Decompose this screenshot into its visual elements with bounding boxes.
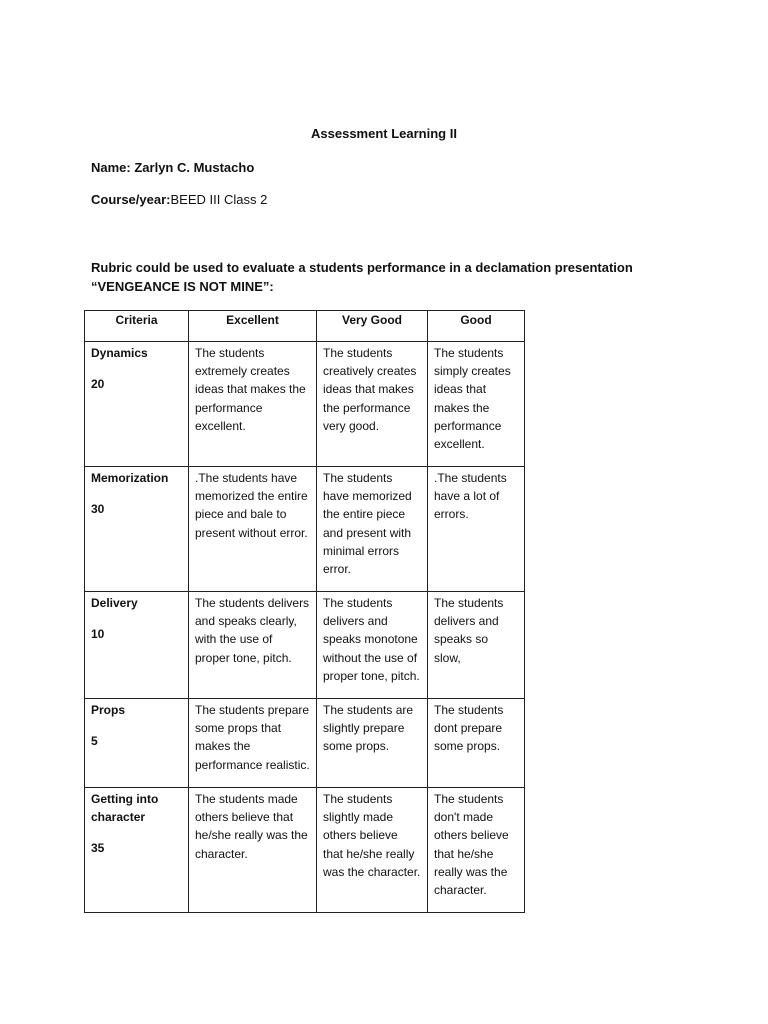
criteria-cell — [85, 788, 189, 913]
header-criteria: Criteria — [85, 311, 189, 342]
course-year-label: Course/year: — [91, 192, 171, 207]
criteria-score: 10 — [91, 627, 105, 641]
good-cell: The students simply creates ideas that makes the performance excellent. — [428, 342, 525, 467]
excellent-cell: The students extremely creates ideas that makes the performance excellent. — [189, 342, 317, 467]
good-cell: The students don't made others believe that he/she really was the character. — [428, 788, 525, 913]
excellent-cell: .The students have memorized the entire piece and bale to present without error. — [189, 467, 317, 592]
criteria-score: 5 — [91, 734, 98, 748]
criteria-cell — [85, 699, 189, 788]
criteria-name: Delivery — [91, 596, 138, 610]
rubric-table — [84, 310, 525, 913]
rubric-row-delivery — [85, 592, 525, 699]
header-very-good: Very Good — [317, 311, 428, 342]
document-title: Assessment Learning II — [311, 126, 457, 141]
criteria-score: 30 — [91, 502, 105, 516]
excellent-cell: The students delivers and speaks clearly, with the use of proper tone, pitch. — [189, 592, 317, 699]
very-good-cell: The students creatively creates ideas that makes the performance very good. — [317, 342, 428, 467]
criteria-cell — [85, 342, 189, 467]
very-good-cell: The students have memorized the entire piece and present with minimal errors error. — [317, 467, 428, 592]
criteria-cell — [85, 467, 189, 592]
excellent-cell: The students made others believe that he/she really was the character. — [189, 788, 317, 913]
course-year-value: BEED III Class 2 — [170, 192, 268, 207]
criteria-name: Props — [91, 703, 126, 717]
good-cell: .The students have a lot of errors. — [428, 467, 525, 592]
rubric-header-row — [85, 311, 525, 342]
criteria-cell — [85, 592, 189, 699]
rubric-row-dynamics — [85, 342, 525, 467]
rubric-row-props — [85, 699, 525, 788]
criteria-name: Memorization — [91, 471, 169, 485]
good-cell: The students dont prepare some props. — [428, 699, 525, 788]
criteria-score: 35 — [91, 841, 105, 855]
excellent-cell: The students prepare some props that makes the performance realistic. — [189, 699, 317, 788]
student-name-text: Name: Zarlyn C. Mustacho — [91, 160, 255, 175]
good-cell: The students delivers and speaks so slow, — [428, 592, 525, 699]
very-good-cell: The students slightly made others believe that he/she really was the character. — [317, 788, 428, 913]
header-good: Good — [428, 311, 525, 342]
criteria-score: 20 — [91, 377, 105, 391]
very-good-cell: The students delivers and speaks monotone without the use of proper tone, pitch. — [317, 592, 428, 699]
criteria-name: Getting into character — [91, 792, 159, 824]
student-name — [91, 160, 254, 175]
course-year — [91, 192, 267, 207]
rubric-intro: Rubric could be used to evaluate a students performance in a declamation presentation “VENGEANCE IS NOT MINE”: — [91, 260, 633, 294]
very-good-cell: The students are slightly prepare some props. — [317, 699, 428, 788]
rubric-row-getting-into-character — [85, 788, 525, 913]
rubric-row-memorization — [85, 467, 525, 592]
criteria-name: Dynamics — [91, 346, 148, 360]
header-excellent: Excellent — [189, 311, 317, 342]
